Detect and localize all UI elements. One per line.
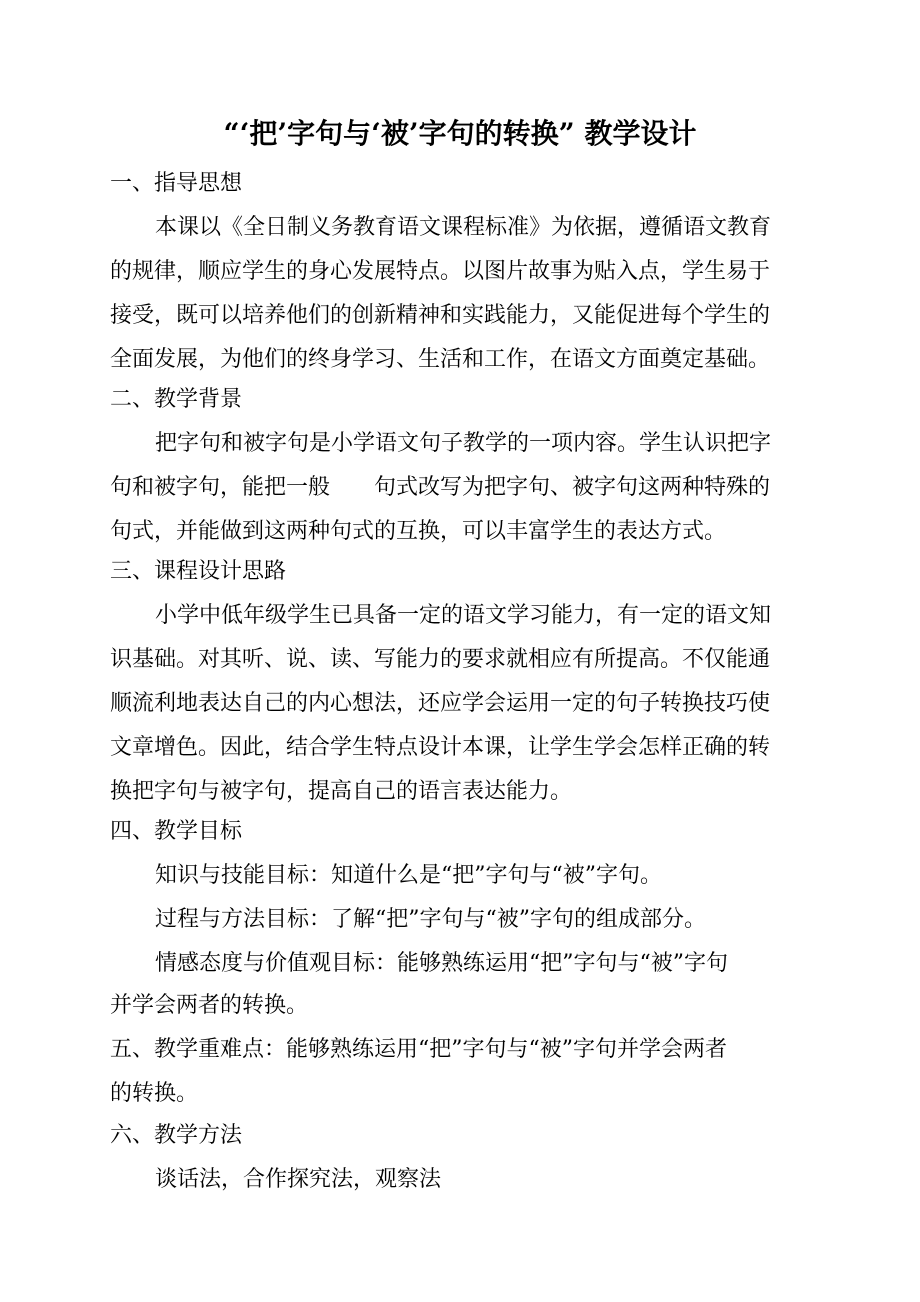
paragraph-line: 全面发展，为他们的终身学习、生活和工作，在语文方面奠定基础。	[110, 347, 771, 372]
paragraph-line: 句和被字句，能把一般 句式改写为把字句、被字句这两种特殊的	[110, 475, 771, 500]
paragraph-line: 把字句和被字句是小学语文句子教学的一项内容。学生认识把字	[155, 431, 772, 456]
paragraph-line: 的规律，顺应学生的身心发展特点。以图片故事为贴入点，学生易于	[110, 259, 771, 284]
paragraph-line: 识基础。对其听、说、读、写能力的要求就相应有所提高。不仅能通	[110, 647, 771, 672]
paragraph-line: 本课以《全日制义务教育语文课程标准》为依据，遵循语文教育	[155, 215, 772, 240]
paragraph-line: 谈话法，合作探究法，观察法	[155, 1167, 442, 1192]
paragraph-line: 句式，并能做到这两种句式的互换，可以丰富学生的表达方式。	[110, 519, 727, 544]
paragraph-line: 小学中低年级学生已具备一定的语文学习能力，有一定的语文知	[155, 603, 772, 628]
paragraph-line: 换把字句与被字句，提高自己的语言表达能力。	[110, 779, 573, 804]
paragraph-line: 顺流利地表达自己的内心想法，还应学会运用一定的句子转换技巧使	[110, 691, 771, 716]
paragraph-line: 接受，既可以培养他们的创新精神和实践能力，又能促进每个学生的	[110, 303, 771, 328]
section-heading-background: 二、教学背景	[110, 387, 243, 412]
paragraph-line: 的转换。	[110, 1081, 199, 1106]
section-heading-design-approach: 三、课程设计思路	[110, 559, 287, 584]
document-title: “‘把’字句与‘被’字句的转换” 教学设计	[223, 117, 697, 150]
section-heading-objectives: 四、教学目标	[110, 819, 243, 844]
section-heading-methods: 六、教学方法	[110, 1123, 243, 1148]
objective-attitude: 情感态度与价值观目标：能够熟练运用“把”字句与“被”字句	[155, 951, 728, 976]
section-heading-key-points: 五、教学重难点：能够熟练运用“把”字句与“被”字句并学会两者	[110, 1037, 727, 1062]
objective-process: 过程与方法目标：了解“把”字句与“被”字句的组成部分。	[155, 907, 706, 932]
section-heading-guiding-thought: 一、指导思想	[110, 171, 243, 196]
objective-knowledge: 知识与技能目标：知道什么是“把”字句与“被”字句。	[155, 863, 662, 888]
paragraph-line: 文章增色。因此，结合学生特点设计本课，让学生学会怎样正确的转	[110, 735, 771, 760]
paragraph-line: 并学会两者的转换。	[110, 993, 309, 1018]
